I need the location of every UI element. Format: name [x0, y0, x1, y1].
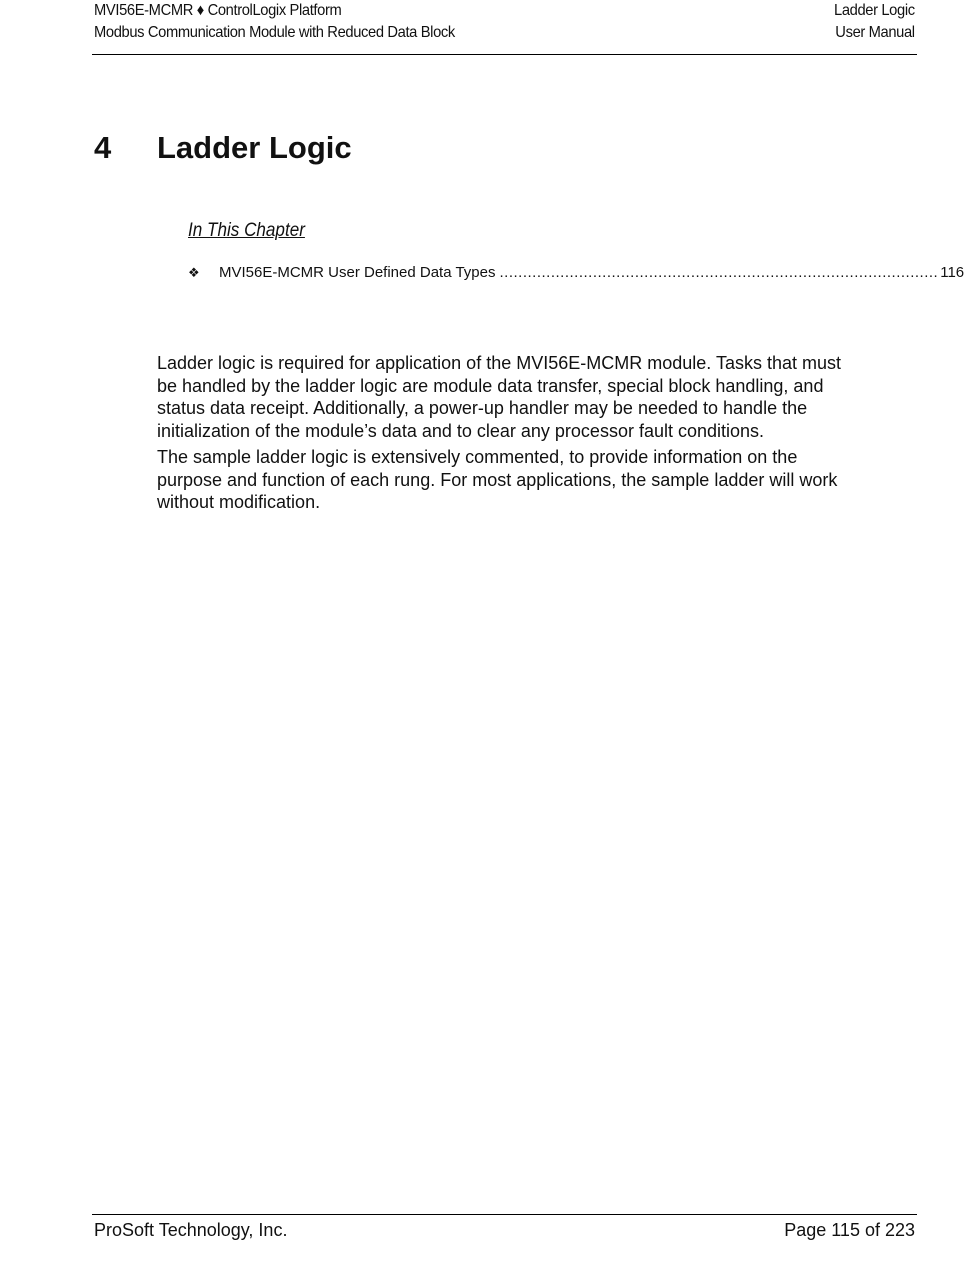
chapter-heading	[94, 128, 352, 168]
header-document-type: User Manual	[835, 24, 915, 41]
toc-item-label: MVI56E-MCMR User Defined Data Types	[219, 264, 496, 281]
chapter-body	[157, 352, 857, 518]
chapter-number: 4	[94, 130, 112, 165]
header-product-subtitle: Modbus Communication Module with Reduced Data Block	[94, 24, 455, 41]
toc-item-page: 116	[940, 264, 964, 281]
toc-list	[188, 262, 964, 284]
toc-leader-dots: ..............................................................................................	[499, 264, 939, 281]
body-paragraph: The sample ladder logic is extensively commented, to provide information on the purpose and function of each rung. For most applications, the sample ladder will work without modification.	[157, 447, 838, 512]
header-section-title: Ladder Logic	[834, 2, 915, 19]
footer-page-number: Page 115 of 223	[784, 1220, 915, 1240]
header-product-info	[94, 0, 455, 44]
page-header	[92, 0, 917, 55]
body-paragraph: Ladder logic is required for application of the MVI56E-MCMR module. Tasks that must be handled by the ladder logic are module data transfer, special block handling, and status data receipt. Additionally, a power-up handler may be needed to handle the initialization of the module’s data and to clear any processor fault conditions.	[157, 353, 841, 441]
diamond-bullet-icon: ❖	[188, 265, 200, 280]
toc-link-user-defined-data-types[interactable]	[188, 262, 964, 284]
page-footer	[92, 1214, 917, 1245]
footer-company: ProSoft Technology, Inc.	[94, 1220, 288, 1240]
toc-heading: In This Chapter	[188, 220, 305, 241]
chapter-title: Ladder Logic	[157, 130, 352, 165]
header-product-title: MVI56E-MCMR ♦ ControlLogix Platform	[94, 2, 342, 19]
header-section-info	[834, 0, 915, 44]
